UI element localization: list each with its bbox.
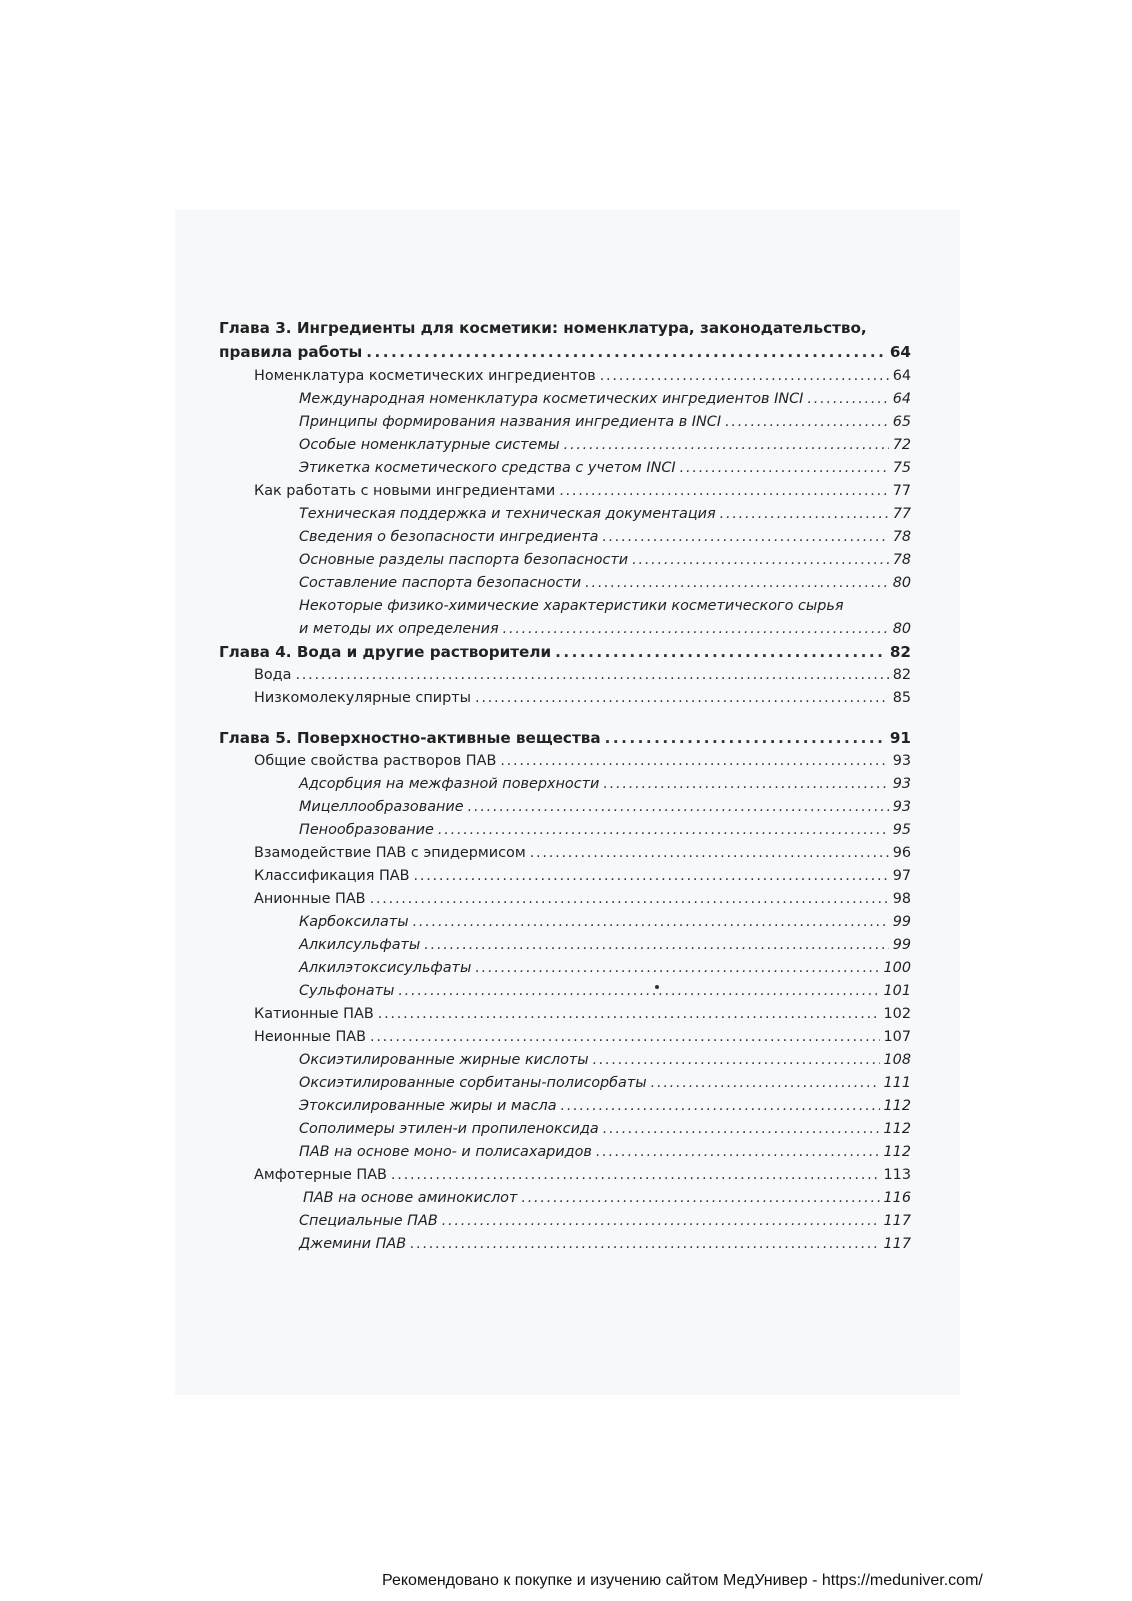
toc-row[interactable]: и методы их определения . . . 80 bbox=[299, 619, 911, 639]
toc-row[interactable]: Карбоксилаты . . . 99 bbox=[299, 912, 911, 932]
toc-row[interactable]: правила работы . . . 64 bbox=[219, 342, 911, 362]
toc-row[interactable]: Этикетка косметического средства с учетом INCI . . . 75 bbox=[299, 458, 911, 478]
paper-speck bbox=[655, 985, 659, 989]
toc-row[interactable]: Оксиэтилированные жирные кислоты . . . 108 bbox=[299, 1050, 911, 1070]
toc-row[interactable]: Катионные ПАВ . . . 102 bbox=[254, 1004, 911, 1024]
toc-row[interactable]: Этоксилированные жиры и масла . . . 112 bbox=[299, 1096, 911, 1116]
toc-row[interactable]: Как работать с новыми ингредиентами . . . 77 bbox=[254, 481, 911, 501]
toc-row[interactable]: Сополимеры этилен-и пропиленоксида . . . 112 bbox=[299, 1119, 911, 1139]
toc-row[interactable]: Амфотерные ПАВ . . . 113 bbox=[254, 1165, 911, 1185]
toc-row[interactable]: Мицеллообразование . . . 93 bbox=[299, 797, 911, 817]
toc-row[interactable]: Оксиэтилированные сорбитаны-полисорбаты . . . 111 bbox=[299, 1073, 911, 1093]
toc-row[interactable]: Джемини ПАВ . . . 117 bbox=[299, 1234, 911, 1254]
chapter-3-title-line1: Глава 3. Ингредиенты для косметики: номенклатура, законодательство, bbox=[219, 319, 867, 337]
toc-row[interactable]: Глава 5. Поверхностно-активные вещества . . . 91 bbox=[219, 728, 911, 748]
toc-row[interactable]: Сведения о безопасности ингредиента . . . 78 bbox=[299, 527, 911, 547]
toc-row[interactable]: ПАВ на основе аминокислот . . . 116 bbox=[303, 1188, 911, 1208]
toc-row[interactable]: Вода . . . 82 bbox=[254, 665, 911, 685]
toc-row[interactable]: Специальные ПАВ . . . 117 bbox=[299, 1211, 911, 1231]
toc-row[interactable]: Неионные ПАВ . . . 107 bbox=[254, 1027, 911, 1047]
toc-row[interactable]: Особые номенклатурные системы . . . 72 bbox=[299, 435, 911, 455]
toc-row[interactable]: Принципы формирования названия ингредиента в INCI . . . 65 bbox=[299, 412, 911, 432]
toc-row[interactable]: Техническая поддержка и техническая документация . . . 77 bbox=[299, 504, 911, 524]
toc-row[interactable]: Глава 4. Вода и другие растворители . . . 82 bbox=[219, 642, 911, 662]
footer-recommendation: Рекомендовано к покупке и изучению сайтом МедУнивер - https://meduniver.com/ bbox=[382, 1572, 983, 1589]
toc-row[interactable]: Составление паспорта безопасности . . . 80 bbox=[299, 573, 911, 593]
toc-row[interactable]: Основные разделы паспорта безопасности . . . 78 bbox=[299, 550, 911, 570]
physchem-title-line1: Некоторые физико-химические характеристики косметического сырья bbox=[299, 598, 844, 614]
toc-row[interactable]: Пенообразование . . . 95 bbox=[299, 820, 911, 840]
toc-row[interactable]: Анионные ПАВ . . . 98 bbox=[254, 889, 911, 909]
toc-row[interactable]: Номенклатура косметических ингредиентов . . . 64 bbox=[254, 366, 911, 386]
toc-row[interactable]: Международная номенклатура косметических ингредиентов INCI . . . 64 bbox=[299, 389, 911, 409]
toc-row[interactable]: Адсорбция на межфазной поверхности . . . 93 bbox=[299, 774, 911, 794]
toc-row[interactable]: Низкомолекулярные спирты . . . 85 bbox=[254, 688, 911, 708]
toc-row[interactable]: Общие свойства растворов ПАВ . . . 93 bbox=[254, 751, 911, 771]
book-page bbox=[175, 210, 960, 1395]
toc-row[interactable]: Взамодействие ПАВ с эпидермисом . . . 96 bbox=[254, 843, 911, 863]
toc-row[interactable]: Алкилсульфаты . . . 99 bbox=[299, 935, 911, 955]
toc-row[interactable]: Алкилэтоксисульфаты . . . 100 bbox=[299, 958, 911, 978]
toc-row[interactable]: ПАВ на основе моно- и полисахаридов . . . 112 bbox=[299, 1142, 911, 1162]
toc-row[interactable]: Сульфонаты . . . 101 bbox=[299, 981, 911, 1001]
toc-row[interactable]: Классификация ПАВ . . . 97 bbox=[254, 866, 911, 886]
